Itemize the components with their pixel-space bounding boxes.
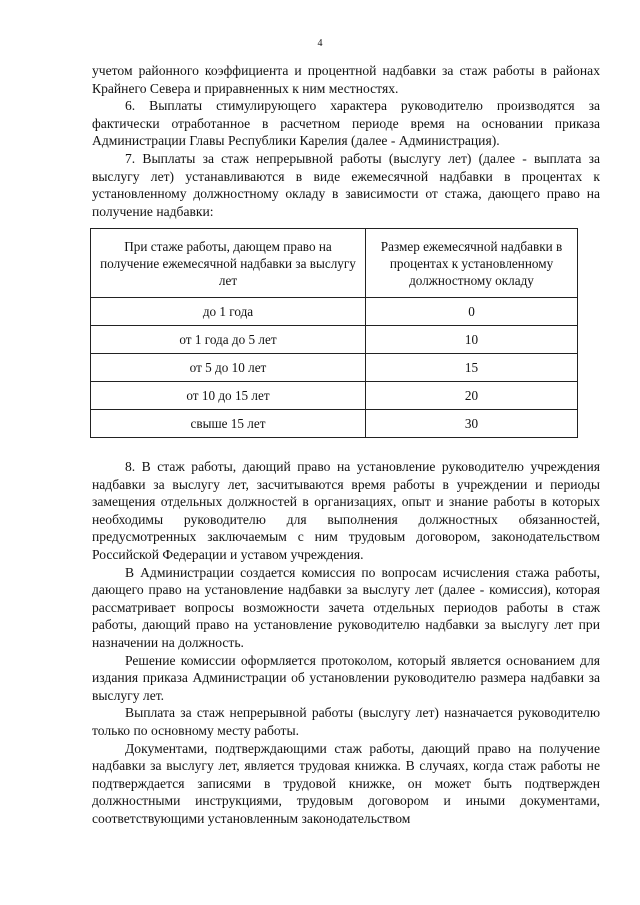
paragraph-commission: В Администрации создается комиссия по вопросам исчисления стажа работы, дающего право на установление надбавки за выслугу лет (далее - комиссия), которая рассматривает вопросы возможности зачета отдельных периодов работы в стаж работы, дающий право на установление руководителю надбавки за выслугу лет при назначении на должность. [92, 564, 600, 650]
header-experience: При стаже работы, дающем право на получение ежемесячной надбавки за выслугу лет [91, 229, 366, 298]
paragraph-6: 6. Выплаты стимулирующего характера руководителю производятся за фактически отработанное в расчетном периоде время на основании приказа Администрации Главы Республики Карелия (далее - Администрация). [92, 98, 600, 149]
paragraph-8: 8. В стаж работы, дающий право на установление руководителю учреждения надбавки за выслугу лет, засчитываются время работы в учреждении и периоды замещения отдельных должностей в организациях, опыт и знание работы в которых необходимы руководителю для выполнения должностных обязанностей, предусмотренных заключаемым с ним трудовым договором, законодательством Российской Федерации и уставом учреждения. [92, 459, 600, 562]
header-bonus-size: Размер ежемесячной надбавки в процентах к установленному должностному окладу [366, 229, 578, 298]
paragraph-7: 7. Выплаты за стаж непрерывной работы (выслугу лет) (далее - выплата за выслугу лет) устанавливаются в виде ежемесячной надбавки в процентах к установленному должностному окладу в зависимости от стажа, дающего право на получение надбавки: [92, 150, 600, 219]
table-header-row [91, 229, 578, 298]
cell-percent: 10 [366, 326, 578, 354]
intro-continuation: учетом районного коэффициента и процентной надбавки за стаж работы в районах Крайнего Севера и приравненных к ним местностях. [92, 63, 600, 96]
text-block-bottom [92, 458, 600, 827]
paragraph-decision: Решение комиссии оформляется протоколом, который является основанием для издания приказа Администрации об установлении руководителю размера надбавки за выслугу лет. [92, 652, 600, 703]
cell-period: от 1 года до 5 лет [91, 326, 366, 354]
table-row [91, 382, 578, 410]
cell-percent: 0 [366, 298, 578, 326]
cell-period: от 10 до 15 лет [91, 382, 366, 410]
table-row [91, 354, 578, 382]
table-row [91, 326, 578, 354]
cell-period: до 1 года [91, 298, 366, 326]
table-row [91, 410, 578, 438]
paragraph-documents: Документами, подтверждающими стаж работы, дающий право на получение надбавки за выслугу лет, является трудовая книжка. В случаях, когда стаж работы не подтверждается записями в трудовой книжке, он может быть подтвержден должностными инструкциями, трудовым договором и иными документами, соответствующими установленным законодательством [92, 740, 600, 826]
paragraph-payment: Выплата за стаж непрерывной работы (выслугу лет) назначается руководителю только по основному месту работы. [92, 705, 600, 738]
table-row [91, 298, 578, 326]
cell-period: от 5 до 10 лет [91, 354, 366, 382]
page-number: 4 [317, 38, 323, 49]
cell-percent: 15 [366, 354, 578, 382]
seniority-bonus-table [90, 228, 578, 438]
cell-percent: 20 [366, 382, 578, 410]
cell-percent: 30 [366, 410, 578, 438]
cell-period: свыше 15 лет [91, 410, 366, 438]
text-block-top [92, 62, 600, 220]
